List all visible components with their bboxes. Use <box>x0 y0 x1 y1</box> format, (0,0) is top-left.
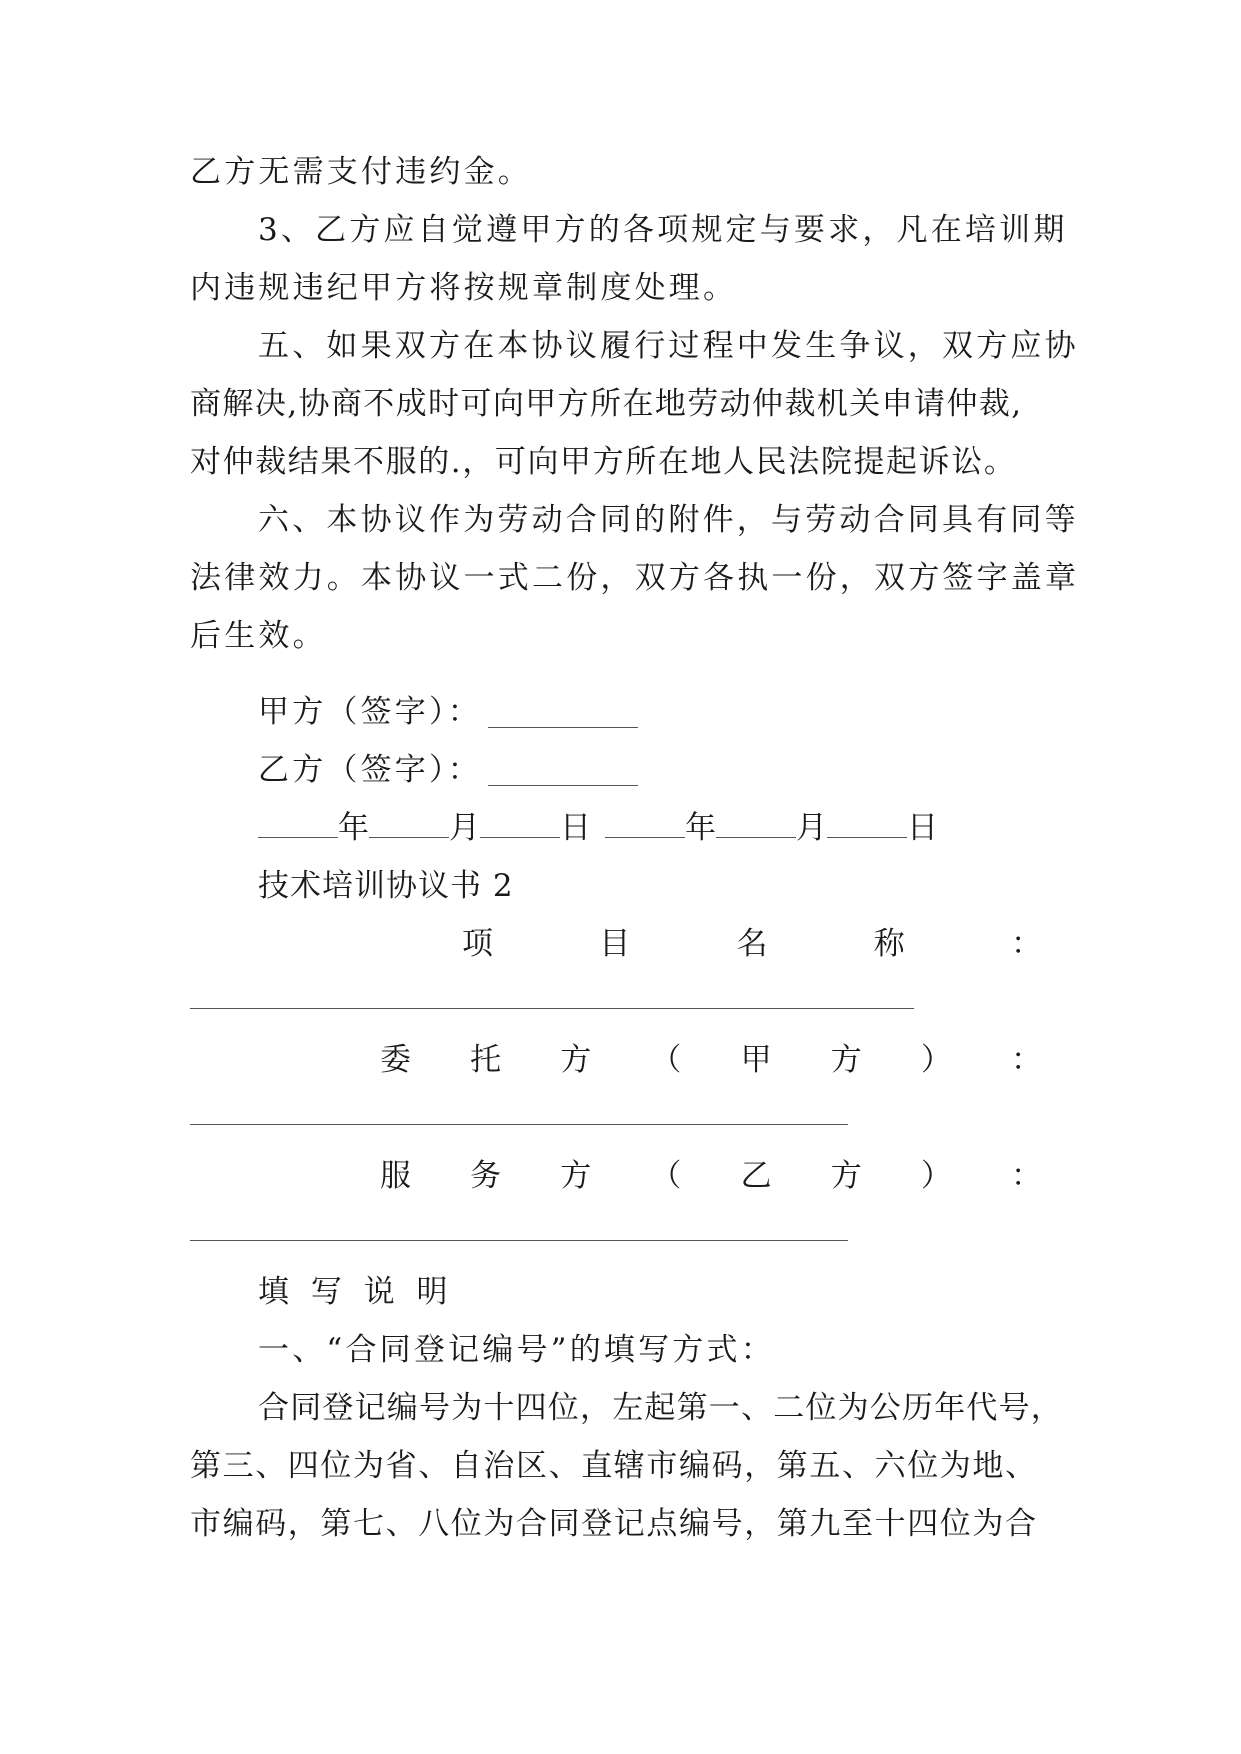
date-blank <box>827 837 907 838</box>
paragraph-line: 商解决,协商不成时可向甲方所在地劳动仲裁机关申请仲裁, <box>190 386 1023 422</box>
party-a-signature <box>258 692 1128 732</box>
section-title: 技术培训协议书 2 <box>258 868 514 904</box>
field-char: ： <box>1011 926 1042 962</box>
field-char: 务 <box>470 1158 502 1194</box>
paragraph-line: 对仲裁结果不服的.，可向甲方所在地人民法院提起诉讼。 <box>190 444 1017 480</box>
field-char: ） <box>920 1158 952 1194</box>
field-char: 项 <box>462 926 493 962</box>
party-a-signature-line <box>488 727 638 728</box>
date-blank <box>716 837 796 838</box>
paragraph-line: 合同登记编号为十四位，左起第一、二位为公历年代号， <box>258 1390 1063 1426</box>
paragraph-line: 法律效力。本协议一式二份，双方各执一份，双方签字盖章 <box>190 560 1080 596</box>
field-char: （ <box>650 1042 682 1078</box>
paragraph-line: 内违规违纪甲方将按规章制度处理。 <box>190 270 738 306</box>
date-blank <box>258 837 338 838</box>
party-b-signature <box>258 750 1128 790</box>
field-char: 目 <box>599 926 631 962</box>
paragraph-line: 六、本协议作为劳动合同的附件，与劳动合同具有同等 <box>258 502 1079 538</box>
date-unit-day: 日 <box>907 810 938 846</box>
field-char: 乙 <box>740 1158 772 1194</box>
field-char: 方 <box>830 1158 862 1194</box>
party-b-label: 乙方（签字）： <box>258 752 482 788</box>
field-char: （ <box>650 1158 682 1194</box>
field-char: ： <box>1010 1042 1042 1078</box>
date-blank <box>605 837 685 838</box>
date-row <box>258 808 938 848</box>
instructions-title: 填 写 说 明 <box>258 1274 454 1310</box>
provider-blank <box>190 1240 848 1241</box>
provider-field <box>380 1156 1042 1196</box>
project-name-field <box>462 924 1042 964</box>
paragraph-line: 五、如果双方在本协议履行过程中发生争议，双方应协 <box>258 328 1079 364</box>
date-unit-day: 日 <box>560 810 591 846</box>
paragraph-line: 市编码，第七、八位为合同登记点编号，第九至十四位为合 <box>190 1506 1038 1542</box>
project-name-blank <box>190 1008 914 1009</box>
date-blank <box>369 837 449 838</box>
instruction-item: 一、“合同登记编号”的填写方式： <box>258 1332 775 1368</box>
field-char: ） <box>920 1042 952 1078</box>
field-char: 服 <box>380 1158 411 1194</box>
field-char: 名 <box>736 926 768 962</box>
field-char: 方 <box>560 1158 592 1194</box>
paragraph-line: 后生效。 <box>190 618 327 654</box>
client-field <box>380 1040 1042 1080</box>
field-char: 甲 <box>740 1042 772 1078</box>
date-unit-month: 月 <box>796 810 827 846</box>
field-char: 托 <box>470 1042 502 1078</box>
party-a-label: 甲方（签字）： <box>258 694 482 730</box>
paragraph-line: 3、乙方应自觉遵甲方的各项规定与要求，凡在培训期 <box>258 212 1068 248</box>
field-char: 委 <box>380 1042 411 1078</box>
client-blank <box>190 1124 848 1125</box>
paragraph-line: 第三、四位为省、自治区、直辖市编码，第五、六位为地、 <box>190 1448 1038 1484</box>
paragraph-line: 乙方无需支付违约金。 <box>190 154 532 190</box>
date-unit-month: 月 <box>449 810 480 846</box>
field-char: 方 <box>560 1042 592 1078</box>
party-b-signature-line <box>488 785 638 786</box>
field-char: 方 <box>830 1042 862 1078</box>
date-blank <box>480 837 560 838</box>
date-unit-year: 年 <box>685 810 716 846</box>
date-unit-year: 年 <box>338 810 369 846</box>
field-char: ： <box>1010 1158 1042 1194</box>
field-char: 称 <box>873 926 905 962</box>
